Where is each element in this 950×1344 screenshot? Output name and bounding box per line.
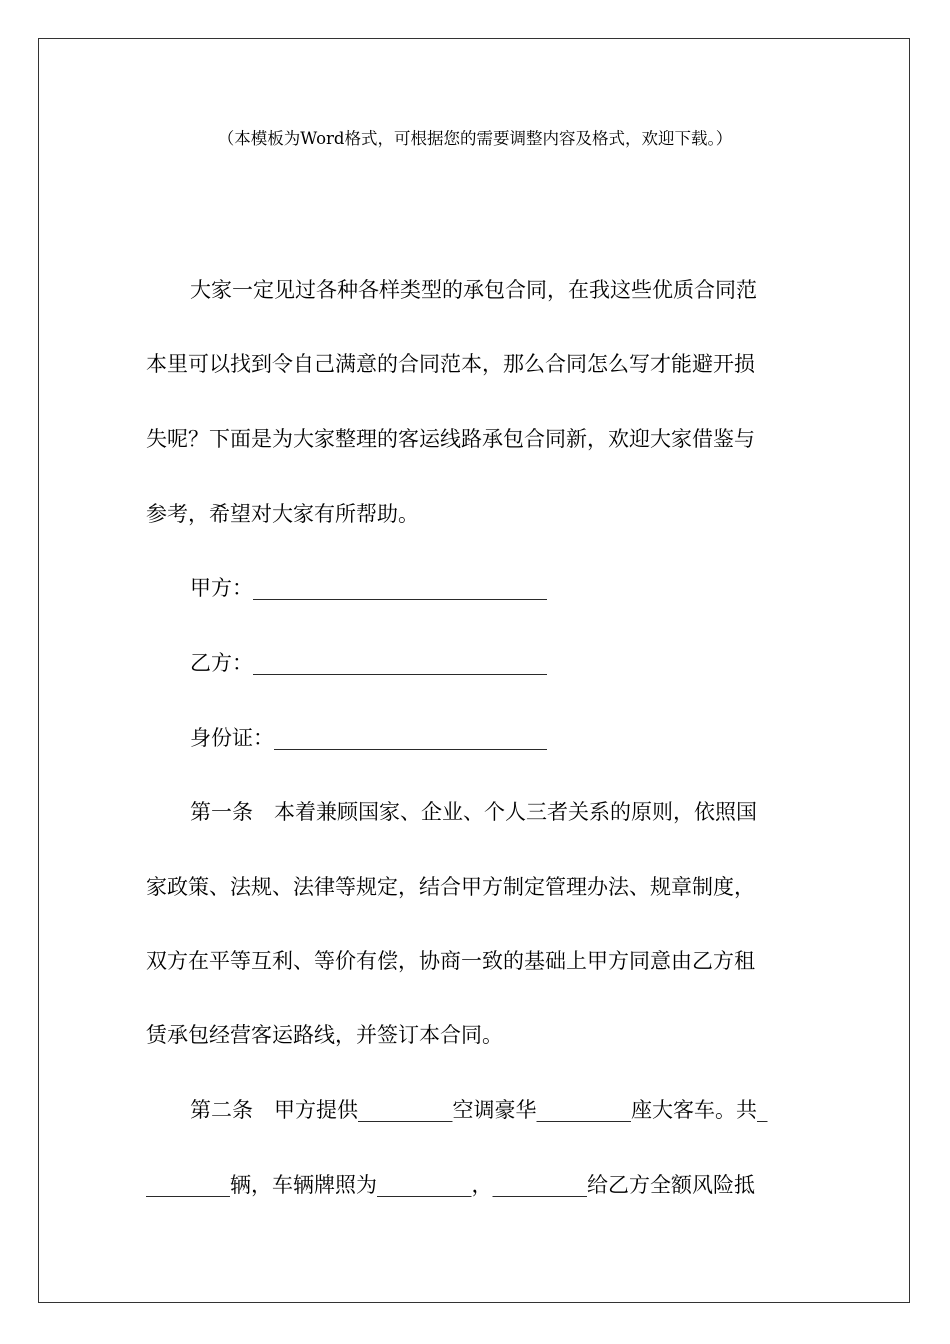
intro-line-2: 本里可以找到令自己满意的合同范本，那么合同怎么写才能避开损 (146, 352, 755, 376)
party-a-field: 甲方：____________________________ (190, 576, 547, 600)
intro-line-1: 大家一定见过各种各样类型的承包合同，在我这些优质合同范 (190, 278, 757, 302)
template-note: （本模板为Word格式，可根据您的需要调整内容及格式，欢迎下载。） (217, 129, 733, 148)
article-2-line-2: ________辆，车辆牌照为_________，_________给乙方全额风险抵 (146, 1173, 755, 1197)
article-1-line-4: 赁承包经营客运路线，并签订本合同。 (146, 1023, 503, 1047)
party-b-field: 乙方：____________________________ (190, 651, 547, 675)
intro-line-3: 失呢？下面是为大家整理的客运线路承包合同新，欢迎大家借鉴与 (146, 427, 755, 451)
article-2-line-1: 第二条 甲方提供_________空调豪华_________座大客车。共_ (190, 1098, 768, 1122)
article-1-line-2: 家政策、法规、法律等规定，结合甲方制定管理办法、规章制度， (146, 875, 755, 899)
intro-line-4: 参考，希望对大家有所帮助。 (146, 502, 419, 526)
article-1-line-1: 第一条 本着兼顾国家、企业、个人三者关系的原则，依照国 (190, 800, 757, 824)
id-card-field: 身份证：__________________________ (190, 726, 547, 750)
article-1-line-3: 双方在平等互利、等价有偿，协商一致的基础上甲方同意由乙方租 (146, 949, 755, 973)
